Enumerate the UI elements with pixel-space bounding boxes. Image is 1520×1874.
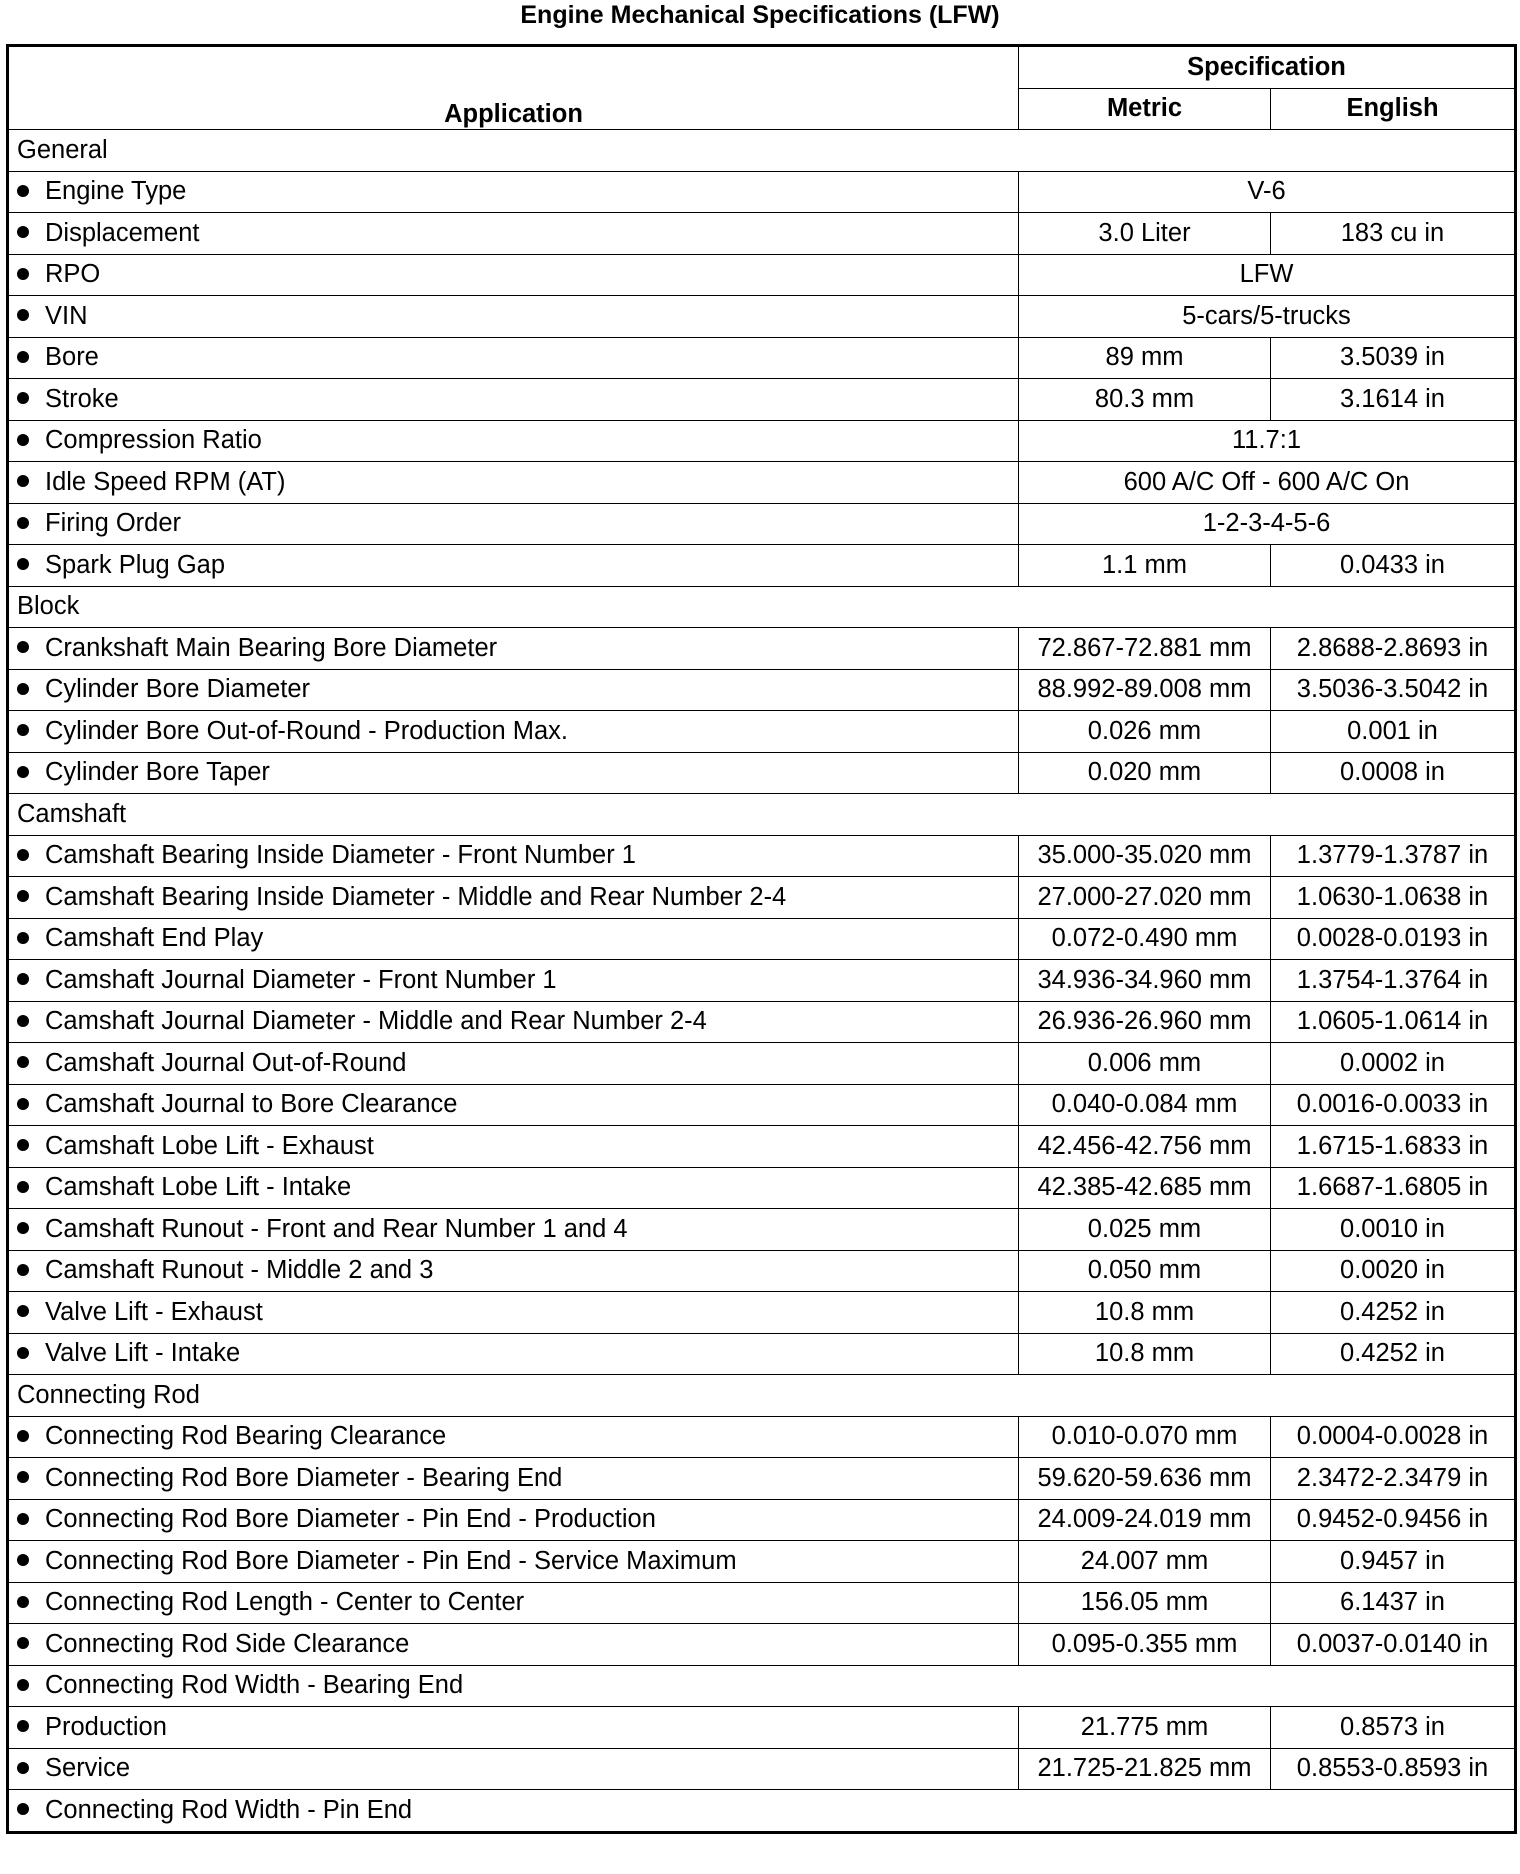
bullet-icon [17,1513,29,1525]
application-cell [8,918,1019,960]
bullet-icon [17,517,29,529]
metric-value-cell: 21.725-21.825 mm [1019,1748,1271,1790]
english-value-cell: 0.9452-0.9456 in [1271,1499,1516,1541]
metric-value-cell: 0.006 mm [1019,1043,1271,1085]
application-cell [8,171,1019,213]
application-label: Valve Lift - Exhaust [45,1297,263,1326]
english-value-cell: 0.4252 in [1271,1333,1516,1375]
application-label: Connecting Rod Width - Pin End [45,1795,413,1824]
section-title: Block [8,586,1516,628]
application-label: Engine Type [45,177,187,206]
application-label: Camshaft Journal to Bore Clearance [45,1090,458,1119]
table-row [8,1624,1516,1666]
metric-value-cell: 0.026 mm [1019,711,1271,753]
english-value-cell: 0.0037-0.0140 in [1271,1624,1516,1666]
table-row [8,171,1516,213]
application-cell [8,1043,1019,1085]
application-label: Valve Lift - Intake [45,1339,241,1368]
table-body [8,130,1516,1833]
metric-value-cell: 0.072-0.490 mm [1019,918,1271,960]
bullet-icon [17,1139,29,1151]
application-label: Cylinder Bore Diameter [45,675,311,704]
table-row [8,1292,1516,1334]
bullet-icon [17,1264,29,1276]
application-label: Compression Ratio [45,426,262,455]
table-row [8,1458,1516,1500]
metric-value-cell: 35.000-35.020 mm [1019,835,1271,877]
english-value-cell: 1.0630-1.0638 in [1271,877,1516,919]
bullet-icon [17,1720,29,1732]
application-cell [8,1665,1516,1707]
table-row [8,1333,1516,1375]
metric-value-cell: 0.050 mm [1019,1250,1271,1292]
english-value-cell: 1.6715-1.6833 in [1271,1126,1516,1168]
application-cell [8,1333,1019,1375]
application-label: Camshaft Journal Diameter - Middle and Rear Number 2-4 [45,1007,707,1036]
metric-value-cell: 0.010-0.070 mm [1019,1416,1271,1458]
application-label: Stroke [45,384,119,413]
application-header: Application [8,46,1019,130]
english-value-cell: 0.0433 in [1271,545,1516,587]
application-label: Firing Order [45,509,182,538]
application-cell [8,1292,1019,1334]
metric-value-cell: 72.867-72.881 mm [1019,628,1271,670]
bullet-icon [17,973,29,985]
section-title: General [8,130,1516,172]
application-cell [8,960,1019,1002]
metric-value-cell: 88.992-89.008 mm [1019,669,1271,711]
table-row [8,1790,1516,1833]
metric-value-cell: 42.456-42.756 mm [1019,1126,1271,1168]
application-cell [8,545,1019,587]
application-label: Connecting Rod Bore Diameter - Pin End - Service Maximum [45,1546,737,1575]
english-value-cell: 0.0004-0.0028 in [1271,1416,1516,1458]
application-cell [8,628,1019,670]
application-cell [8,1084,1019,1126]
application-cell [8,711,1019,753]
application-cell [8,1458,1019,1500]
section-row [8,794,1516,836]
bullet-icon [17,1015,29,1027]
application-label: VIN [45,301,88,330]
english-value-cell: 0.001 in [1271,711,1516,753]
bullet-icon [17,1222,29,1234]
application-cell [8,1624,1019,1666]
bullet-icon [17,351,29,363]
application-cell [8,1748,1019,1790]
table-row [8,1582,1516,1624]
application-label: Camshaft Lobe Lift - Intake [45,1173,352,1202]
application-label: Connecting Rod Length - Center to Center [45,1588,525,1617]
bullet-icon [17,932,29,944]
application-label: Camshaft Runout - Middle 2 and 3 [45,1256,434,1285]
bullet-icon [17,1637,29,1649]
application-cell [8,254,1019,296]
bullet-icon [17,558,29,570]
application-label: Connecting Rod Bearing Clearance [45,1422,447,1451]
metric-value-cell: 27.000-27.020 mm [1019,877,1271,919]
table-row [8,1084,1516,1126]
english-value-cell: 6.1437 in [1271,1582,1516,1624]
table-row [8,877,1516,919]
bullet-icon [17,1679,29,1691]
metric-value-cell: 10.8 mm [1019,1292,1271,1334]
application-label: Connecting Rod Bore Diameter - Bearing End [45,1463,563,1492]
metric-value-cell: 3.0 Liter [1019,213,1271,255]
section-row [8,1375,1516,1417]
metric-value-cell: 24.007 mm [1019,1541,1271,1583]
table-row [8,379,1516,421]
application-cell [8,337,1019,379]
metric-value-cell: 156.05 mm [1019,1582,1271,1624]
application-label: Cylinder Bore Taper [45,758,270,787]
english-value-cell: 0.0010 in [1271,1209,1516,1251]
english-value-cell: 3.1614 in [1271,379,1516,421]
application-cell [8,1001,1019,1043]
bullet-icon [17,1596,29,1608]
spec-value-cell: 600 A/C Off - 600 A/C On [1019,462,1516,504]
table-row [8,1748,1516,1790]
english-value-cell: 0.0016-0.0033 in [1271,1084,1516,1126]
bullet-icon [17,1803,29,1815]
bullet-icon [17,724,29,736]
metric-value-cell: 0.095-0.355 mm [1019,1624,1271,1666]
bullet-icon [17,226,29,238]
table-row [8,213,1516,255]
bullet-icon [17,1471,29,1483]
application-label: Camshaft End Play [45,924,264,953]
bullet-icon [17,766,29,778]
application-label: Camshaft Bearing Inside Diameter - Front Number 1 [45,841,636,870]
application-cell [8,835,1019,877]
bullet-icon [17,1762,29,1774]
application-label: Camshaft Lobe Lift - Exhaust [45,1131,374,1160]
metric-header: Metric [1019,88,1271,130]
spec-value-cell: 11.7:1 [1019,420,1516,462]
english-value-cell: 0.0028-0.0193 in [1271,918,1516,960]
metric-value-cell: 26.936-26.960 mm [1019,1001,1271,1043]
application-cell [8,752,1019,794]
metric-value-cell: 80.3 mm [1019,379,1271,421]
application-cell [8,1126,1019,1168]
table-row [8,1499,1516,1541]
application-cell [8,213,1019,255]
table-row [8,1707,1516,1749]
application-label: Spark Plug Gap [45,550,226,579]
application-cell [8,1250,1019,1292]
english-value-cell: 183 cu in [1271,213,1516,255]
bullet-icon [17,641,29,653]
table-row [8,1043,1516,1085]
specification-header: Specification [1019,46,1516,89]
spec-value-cell: 5-cars/5-trucks [1019,296,1516,338]
metric-value-cell: 34.936-34.960 mm [1019,960,1271,1002]
bullet-icon [17,1305,29,1317]
metric-value-cell: 1.1 mm [1019,545,1271,587]
application-label: Camshaft Runout - Front and Rear Number 1 and 4 [45,1214,628,1243]
bullet-icon [17,1554,29,1566]
application-label: Bore [45,343,99,372]
bullet-icon [17,890,29,902]
bullet-icon [17,309,29,321]
section-row [8,586,1516,628]
table-row [8,1416,1516,1458]
table-row [8,1209,1516,1251]
application-cell [8,503,1019,545]
spec-value-cell: LFW [1019,254,1516,296]
application-label: Cylinder Bore Out-of-Round - Production Max. [45,716,568,745]
application-cell [8,877,1019,919]
bullet-icon [17,849,29,861]
application-cell [8,462,1019,504]
metric-value-cell: 24.009-24.019 mm [1019,1499,1271,1541]
english-value-cell: 1.3779-1.3787 in [1271,835,1516,877]
english-value-cell: 0.9457 in [1271,1541,1516,1583]
metric-value-cell: 89 mm [1019,337,1271,379]
application-cell [8,1209,1019,1251]
table-row [8,1250,1516,1292]
english-value-cell: 2.8688-2.8693 in [1271,628,1516,670]
english-value-cell: 0.0002 in [1271,1043,1516,1085]
application-label: Service [45,1754,131,1783]
english-value-cell: 0.8573 in [1271,1707,1516,1749]
english-value-cell: 0.0008 in [1271,752,1516,794]
english-value-cell: 3.5036-3.5042 in [1271,669,1516,711]
table-row [8,669,1516,711]
application-cell [8,1499,1019,1541]
table-row [8,462,1516,504]
bullet-icon [17,1347,29,1359]
table-row [8,835,1516,877]
bullet-icon [17,1430,29,1442]
section-title: Camshaft [8,794,1516,836]
application-cell [8,669,1019,711]
table-row [8,296,1516,338]
bullet-icon [17,475,29,487]
application-cell [8,1416,1019,1458]
table-row [8,1167,1516,1209]
bullet-icon [17,1098,29,1110]
table-row [8,337,1516,379]
bullet-icon [17,683,29,695]
application-cell [8,1167,1019,1209]
page-title: Engine Mechanical Specifications (LFW) [520,1,1000,29]
table-row [8,960,1516,1002]
application-cell [8,1582,1019,1624]
metric-value-cell: 59.620-59.636 mm [1019,1458,1271,1500]
application-label: Camshaft Journal Out-of-Round [45,1048,407,1077]
application-cell [8,1541,1019,1583]
english-value-cell: 1.0605-1.0614 in [1271,1001,1516,1043]
application-cell [8,296,1019,338]
bullet-icon [17,1056,29,1068]
spec-table [6,44,1517,1834]
application-cell [8,1790,1516,1833]
table-row [8,711,1516,753]
metric-value-cell: 42.385-42.685 mm [1019,1167,1271,1209]
table-row [8,1541,1516,1583]
english-value-cell: 2.3472-2.3479 in [1271,1458,1516,1500]
bullet-icon [17,434,29,446]
application-cell [8,1707,1019,1749]
application-cell [8,420,1019,462]
english-header: English [1271,88,1516,130]
application-cell [8,379,1019,421]
table-header [8,46,1516,130]
table-row [8,503,1516,545]
table-row [8,1001,1516,1043]
section-title: Connecting Rod [8,1375,1516,1417]
application-label: Idle Speed RPM (AT) [45,467,286,496]
table-row [8,918,1516,960]
table-row [8,545,1516,587]
application-label: Camshaft Bearing Inside Diameter - Middle and Rear Number 2-4 [45,882,787,911]
bullet-icon [17,185,29,197]
table-row [8,420,1516,462]
metric-value-cell: 0.020 mm [1019,752,1271,794]
application-label: Connecting Rod Bore Diameter - Pin End - Production [45,1505,656,1534]
bullet-icon [17,268,29,280]
application-label: RPO [45,260,101,289]
metric-value-cell: 10.8 mm [1019,1333,1271,1375]
bullet-icon [17,1181,29,1193]
application-label: Camshaft Journal Diameter - Front Number 1 [45,965,557,994]
english-value-cell: 0.4252 in [1271,1292,1516,1334]
bullet-icon [17,392,29,404]
application-label: Production [45,1712,167,1741]
application-label: Crankshaft Main Bearing Bore Diameter [45,633,498,662]
english-value-cell: 1.3754-1.3764 in [1271,960,1516,1002]
application-label: Displacement [45,218,200,247]
table-row [8,254,1516,296]
table-row [8,752,1516,794]
section-row [8,130,1516,172]
spec-value-cell: 1-2-3-4-5-6 [1019,503,1516,545]
table-row [8,1126,1516,1168]
metric-value-cell: 0.040-0.084 mm [1019,1084,1271,1126]
table-row [8,628,1516,670]
english-value-cell: 3.5039 in [1271,337,1516,379]
english-value-cell: 1.6687-1.6805 in [1271,1167,1516,1209]
spec-value-cell: V-6 [1019,171,1516,213]
application-label: Connecting Rod Side Clearance [45,1629,410,1658]
english-value-cell: 0.0020 in [1271,1250,1516,1292]
metric-value-cell: 21.775 mm [1019,1707,1271,1749]
metric-value-cell: 0.025 mm [1019,1209,1271,1251]
table-row [8,1665,1516,1707]
application-label: Connecting Rod Width - Bearing End [45,1671,464,1700]
english-value-cell: 0.8553-0.8593 in [1271,1748,1516,1790]
